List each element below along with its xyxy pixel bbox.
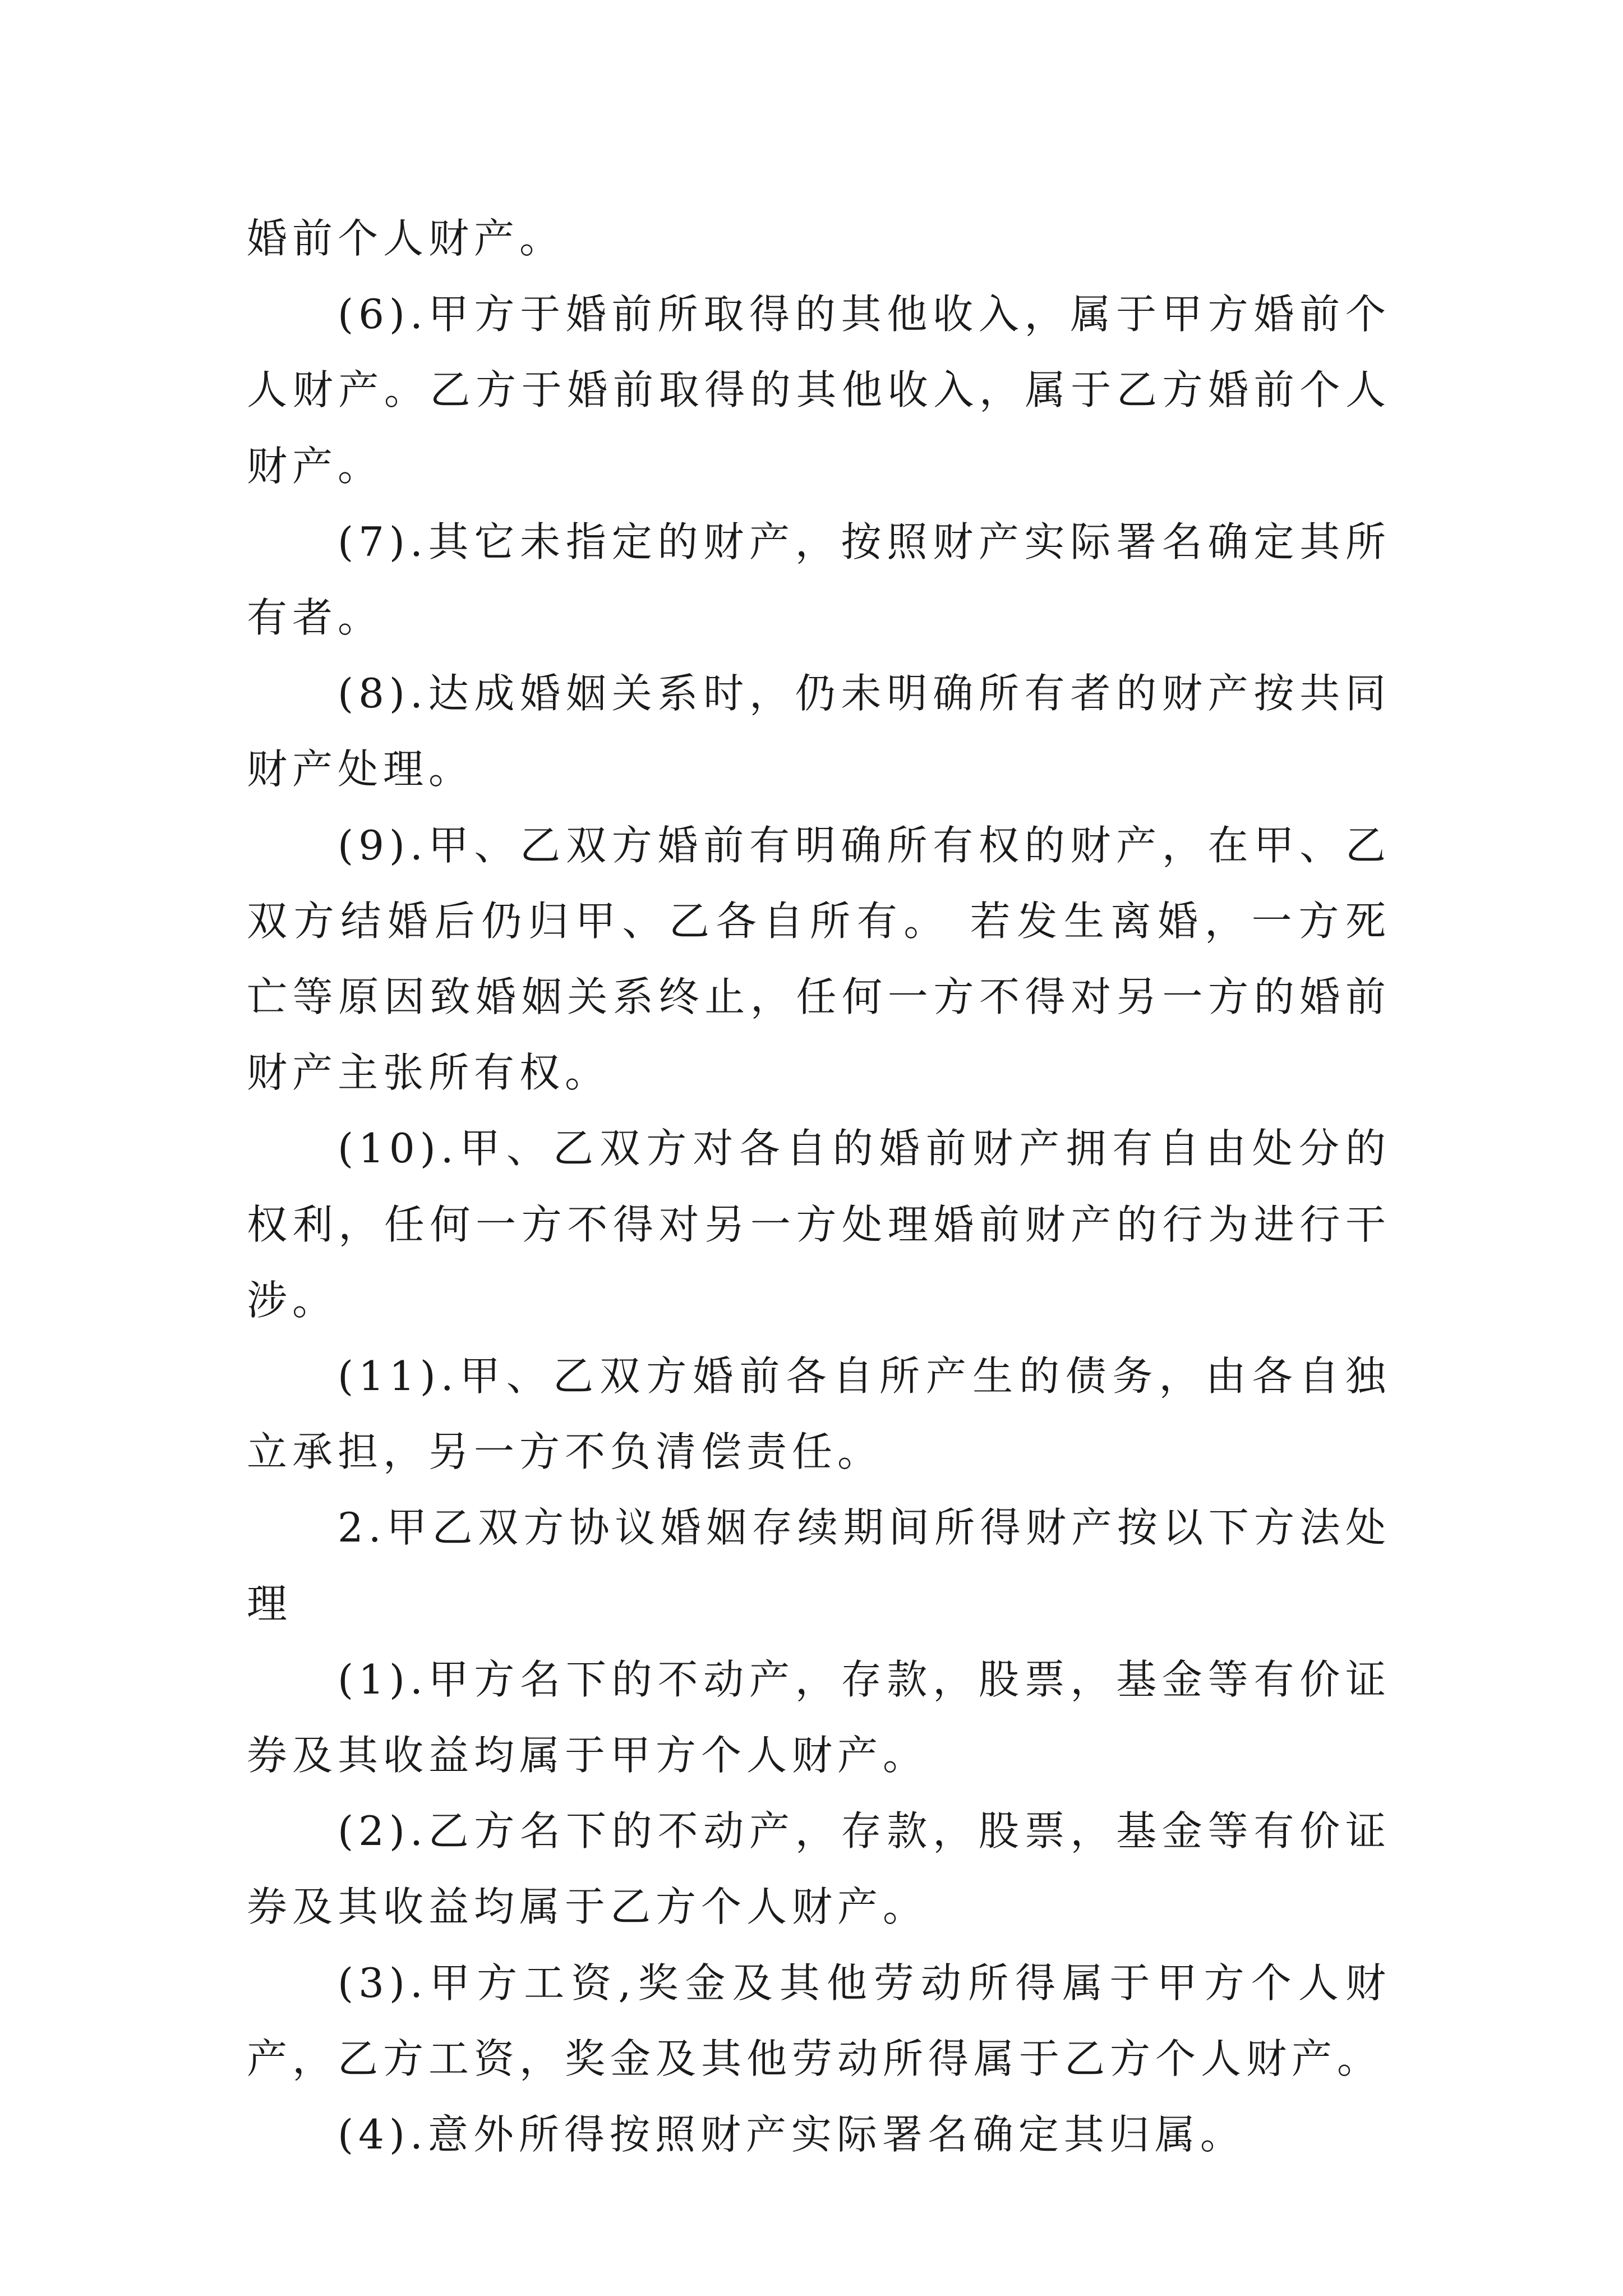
paragraph-9: (1).甲方名下的不动产，存款，股票，基金等有价证券及其收益均属于甲方个人财产。	[247, 1655, 1391, 1779]
paragraph-11: (3).甲方工资,奖金及其他劳动所得属于甲方个人财产，乙方工资，奖金及其他劳动所得属于乙方个人财产。	[247, 1959, 1391, 2082]
paragraph-5: (9).甲、乙双方婚前有明确所有权的财产，在甲、乙双方结婚后仍归甲、乙各自所有。 若发生离婚，一方死亡等原因致婚姻关系终止，任何一方不得对另一方的婚前财产主张所有权。	[247, 821, 1391, 1097]
paragraph-8: 2.甲乙双方协议婚姻存续期间所得财产按以下方法处理	[247, 1504, 1391, 1627]
paragraph-4: (8).达成婚姻关系时，仍未明确所有者的财产按共同财产处理。	[247, 670, 1391, 793]
paragraph-10: (2).乙方名下的不动产，存款，股票，基金等有价证券及其收益均属于乙方个人财产。	[247, 1807, 1391, 1931]
paragraph-7: (11).甲、乙双方婚前各自所产生的债务，由各自独立承担，另一方不负清偿责任。	[247, 1352, 1391, 1476]
paragraph-12: (4).意外所得按照财产实际署名确定其归属。	[338, 2111, 1246, 2159]
paragraph-1: 婚前个人财产。	[247, 215, 565, 262]
paragraph-2: (6).甲方于婚前所取得的其他收入，属于甲方婚前个人财产。乙方于婚前取得的其他收入，属于乙方婚前个人财产。	[247, 291, 1391, 490]
paragraph-6: (10).甲、乙双方对各自的婚前财产拥有自由处分的权利，任何一方不得对另一方处理婚前财产的行为进行干涉。	[247, 1125, 1391, 1324]
paragraph-3: (7).其它未指定的财产，按照财产实际署名确定其所有者。	[247, 518, 1391, 642]
document-body	[247, 201, 1391, 2173]
